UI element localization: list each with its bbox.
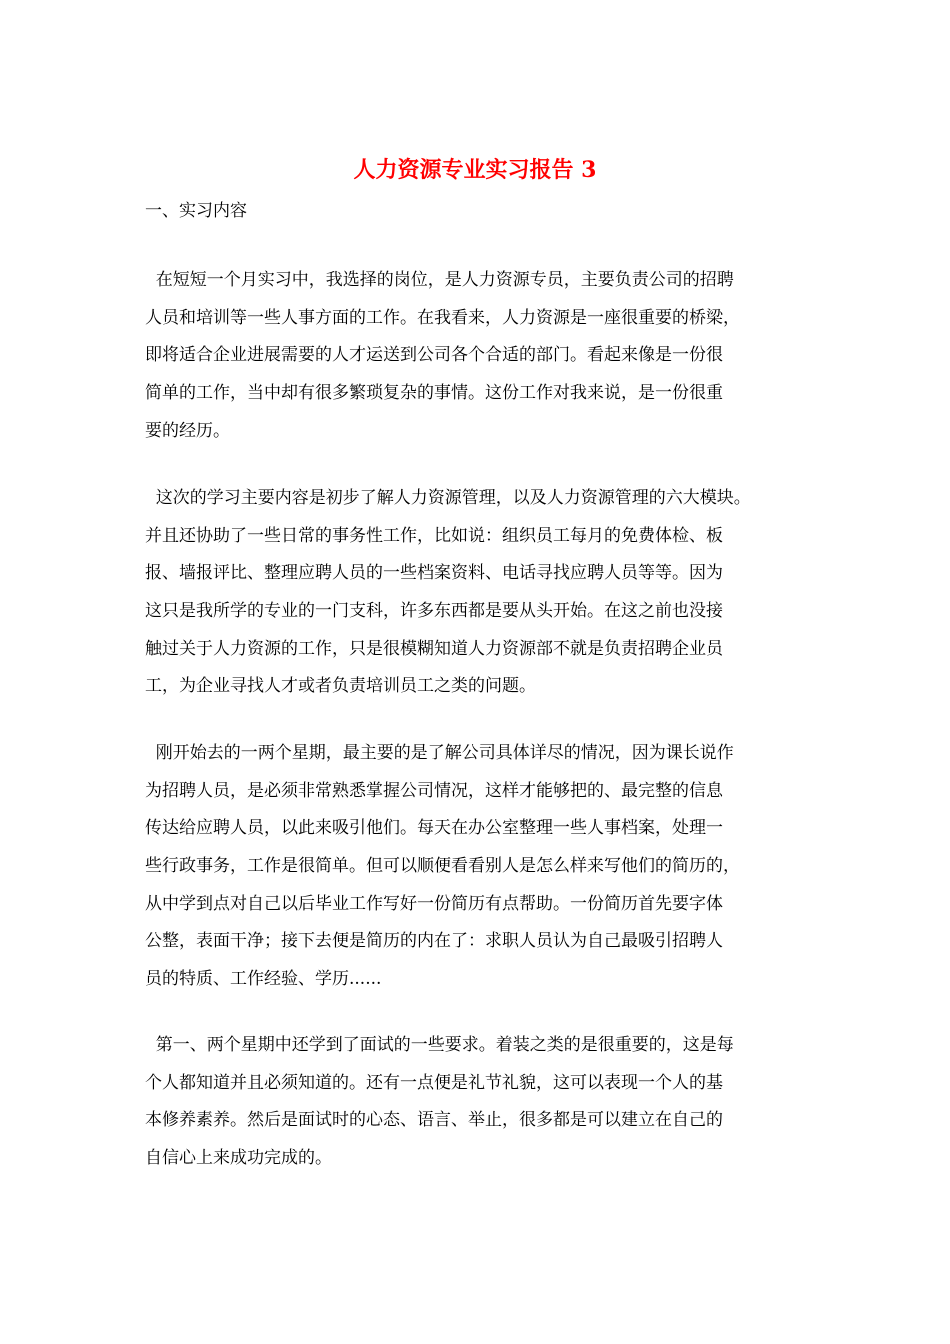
paragraph-line: 并且还协助了一些日常的事务性工作，比如说：组织员工每月的免费体检、板 [145,525,723,546]
paragraph-line: 为招聘人员，是必须非常熟悉掌握公司情况，这样才能够把的、最完整的信息 [145,780,723,801]
paragraph-line: 这只是我所学的专业的一门支科，许多东西都是要从头开始。在这之前也没接 [145,601,723,622]
paragraph-line: 第一、两个星期中还学到了面试的一些要求。着装之类的是很重要的，这是每 [145,1035,734,1055]
paragraph-line: 个人都知道并且必须知道的。还有一点便是礼节礼貌，这可以表现一个人的基 [145,1072,723,1093]
paragraph-line: 些行政事务，工作是很简单。但可以顺便看看别人是怎么样来写他们的简历的， [145,856,740,877]
paragraph-line: 工，为企业寻找人才或者负责培训员工之类的问题。 [145,676,536,697]
paragraph-line: 在短短一个月实习中，我选择的岗位，是人力资源专员，主要负责公司的招聘 [145,270,734,290]
paragraph-4 [145,1027,845,1178]
paragraph-line: 即将适合企业进展需要的人才运送到公司各个合适的部门。看起来像是一份很 [145,345,723,366]
paragraph-line: 自信心上来成功完成的。 [145,1148,332,1169]
paragraph-line: 员的特质、工作经验、学历...... [145,969,382,990]
paragraph-line: 人员和培训等一些人事方面的工作。在我看来，人力资源是一座很重要的桥梁， [145,307,740,328]
paragraph-line: 报、墙报评比、整理应聘人员的一些档案资料、电话寻找应聘人员等等。因为 [145,563,723,584]
document-title: 人力资源专业实习报告 3 [353,157,597,183]
paragraph-3 [145,735,845,999]
paragraph-line: 简单的工作，当中却有很多繁琐复杂的事情。这份工作对我来说，是一份很重 [145,383,723,404]
paragraph-line: 刚开始去的一两个星期，最主要的是了解公司具体详尽的情况，因为课长说作 [145,743,734,763]
paragraph-line: 公整，表面干净；接下去便是简历的内在了：求职人员认为自己最吸引招聘人 [145,931,723,952]
paragraph-line: 传达给应聘人员，以此来吸引他们。每天在办公室整理一些人事档案，处理一 [145,818,723,839]
paragraph-line: 触过关于人力资源的工作，只是很模糊知道人力资源部不就是负责招聘企业员 [145,638,723,659]
paragraph-2 [145,480,845,706]
paragraph-line: 从中学到点对自己以后毕业工作写好一份简历有点帮助。一份简历首先要字体 [145,893,723,914]
paragraph-line: 这次的学习主要内容是初步了解人力资源管理，以及人力资源管理的六大模块。 [145,488,751,508]
paragraph-line: 要的经历。 [145,420,230,441]
paragraph-1 [145,262,845,450]
section-heading: 一、实习内容 [145,201,247,221]
paragraph-line: 本修养素养。然后是面试时的心态、语言、举止，很多都是可以建立在自己的 [145,1110,723,1131]
